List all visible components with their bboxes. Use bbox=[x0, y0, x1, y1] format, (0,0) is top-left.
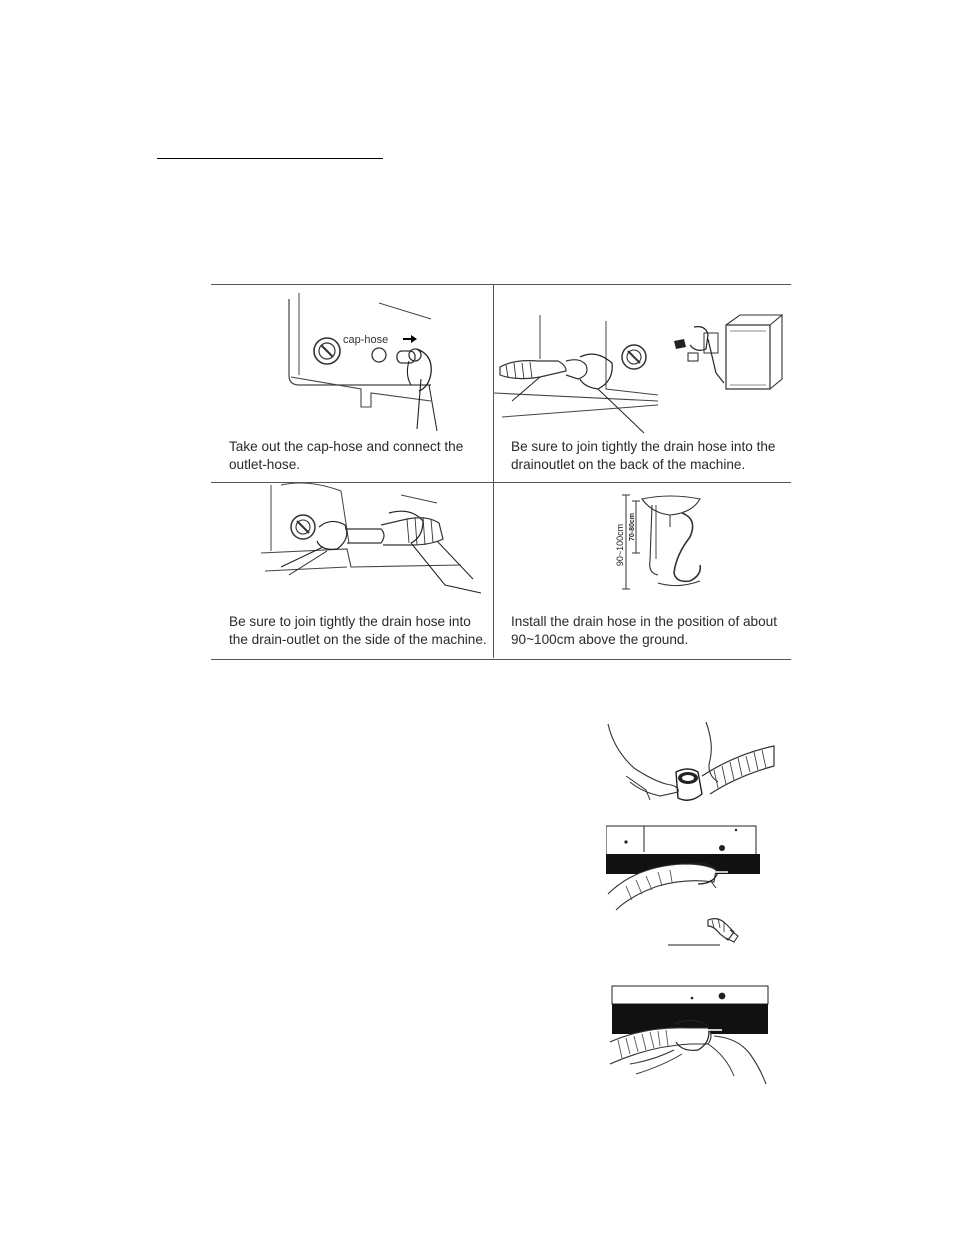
cap-hose-illustration bbox=[281, 289, 461, 435]
caption-line: Be sure to join tightly the drain hose into bbox=[229, 614, 471, 629]
drain-height-illustration bbox=[612, 491, 722, 601]
hose-elbow-hands-figure bbox=[606, 720, 776, 808]
hose-end-detail-figure bbox=[668, 912, 744, 948]
hose-connect-hands-figure bbox=[610, 984, 770, 1088]
table-cell-back-drain-outlet bbox=[494, 285, 791, 482]
dimension-label-outer: 90~100cm bbox=[615, 523, 625, 567]
caption-line: the drain-outlet on the side of the machine. bbox=[229, 632, 487, 647]
drain-hose-instruction-table bbox=[211, 284, 791, 660]
table-cell-cap-hose bbox=[211, 285, 493, 482]
side-drain-outlet-illustration bbox=[261, 483, 491, 613]
section-title-underline bbox=[157, 158, 383, 159]
caption-line: Be sure to join tightly the drain hose into the bbox=[511, 439, 776, 454]
cell-caption bbox=[229, 613, 487, 649]
caption-line: 90~100cm above the ground. bbox=[511, 632, 689, 647]
hose-insert-outlet-figure bbox=[606, 824, 762, 914]
cell-caption bbox=[511, 613, 777, 649]
cap-hose-label: cap-hose bbox=[343, 334, 389, 346]
back-drain-outlet-illustration bbox=[494, 309, 784, 435]
dimension-label-inner: 70-80cm bbox=[629, 512, 636, 542]
caption-line: Install the drain hose in the position of about bbox=[511, 614, 778, 629]
cell-caption bbox=[511, 438, 776, 474]
caption-line: drainoutlet on the back of the machine. bbox=[511, 457, 746, 472]
table-cell-drain-height bbox=[494, 483, 791, 659]
caption-line: Take out the cap-hose and connect the bbox=[229, 439, 464, 454]
caption-line: outlet-hose. bbox=[229, 457, 301, 472]
table-cell-side-drain-outlet bbox=[211, 483, 493, 659]
cell-caption bbox=[229, 438, 463, 474]
